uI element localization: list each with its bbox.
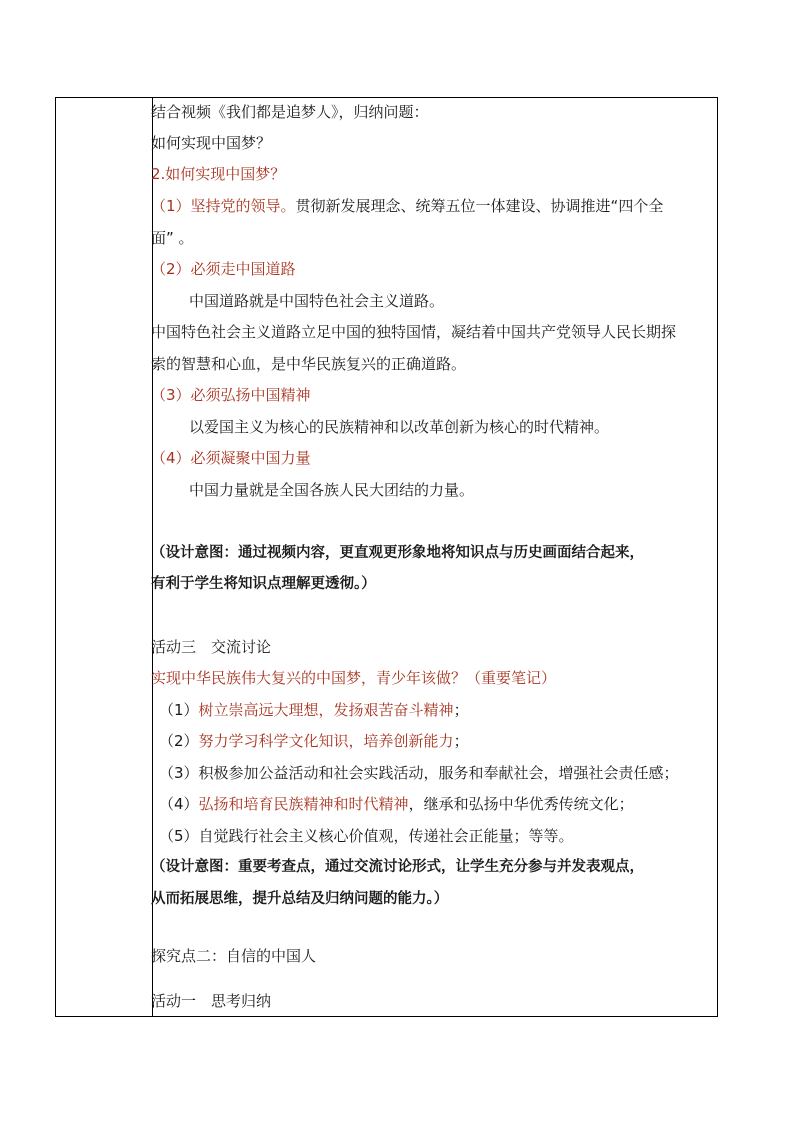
point-1-line [151,196,663,216]
activity-3-title: 活动三 交流讨论 [151,638,272,656]
answer-4: （4）弘扬和培育民族精神和时代精神，继承和弘扬中华优秀传统文化； [159,795,634,813]
intro-line: 结合视频《我们都是追梦人》，归纳问题： [151,103,429,121]
design-intent-2: （设计意图：重要考查点，通过交流讨论形式，让学生充分参与并发表观点， [151,858,644,875]
explore-point-2: 探究点二：自信的中国人 [151,947,317,965]
point-4-title: （4）必须凝聚中国力量 [151,449,311,467]
design-intent-2-cont: 从而拓展思维，提升总结及归纳问题的能力。） [151,890,449,907]
point-3-title: （3）必须弘扬中国精神 [151,386,311,404]
point-1-body: 贯彻新发展理念、统筹五位一体建设、协调推进“四个全 [295,197,664,215]
activity-3-question: 实现中华民族伟大复兴的中国梦，青少年该做？（重要笔记） [151,669,557,687]
answer-2: （2）努力学习科学文化知识，培养创新能力； [159,732,469,750]
activity-1-title: 活动一 思考归纳 [151,992,272,1010]
point-1-cont: 面” 。 [151,229,194,247]
point-2-body: 中国道路就是中国特色社会主义道路。 [189,292,445,310]
answer-3: （3）积极参加公益活动和社会实践活动，服务和奉献社会，增强社会责任感； [159,764,679,782]
point-1-title: （1）坚持党的领导。 [151,197,296,215]
section-heading: 2.如何实现中国梦？ [151,165,286,183]
answer-4-highlight: 弘扬和培育民族精神和时代精神 [198,795,409,813]
point-2-title: （2）必须走中国道路 [151,260,296,278]
point-4-body: 中国力量就是全国各族人民大团结的力量。 [189,481,475,499]
design-intent-1: （设计意图：通过视频内容，更直观更形象地将知识点与历史画面结合起来， [151,544,644,561]
question-line: 如何实现中国梦？ [151,134,272,152]
point-2-detail: 中国特色社会主义道路立足中国的独特国情，凝结着中国共产党领导人民长期探 [151,323,677,341]
point-3-body: 以爱国主义为核心的民族精神和以改革创新为核心的时代精神。 [189,418,610,436]
answer-5: （5）自觉践行社会主义核心价值观，传递社会正能量；等等。 [159,827,574,845]
left-column-cell [56,98,153,1016]
point-2-detail-cont: 索的智慧和心血，是中华民族复兴的正确道路。 [151,355,467,373]
design-intent-1-cont: 有利于学生将知识点理解更透彻。） [151,575,376,592]
answer-2-highlight: 努力学习科学文化知识，培养创新能力 [198,732,454,750]
answer-1-highlight: 树立崇高远大理想，发扬艰苦奋斗精神 [198,701,454,719]
answer-1: （1）树立崇高远大理想，发扬艰苦奋斗精神； [159,701,469,719]
